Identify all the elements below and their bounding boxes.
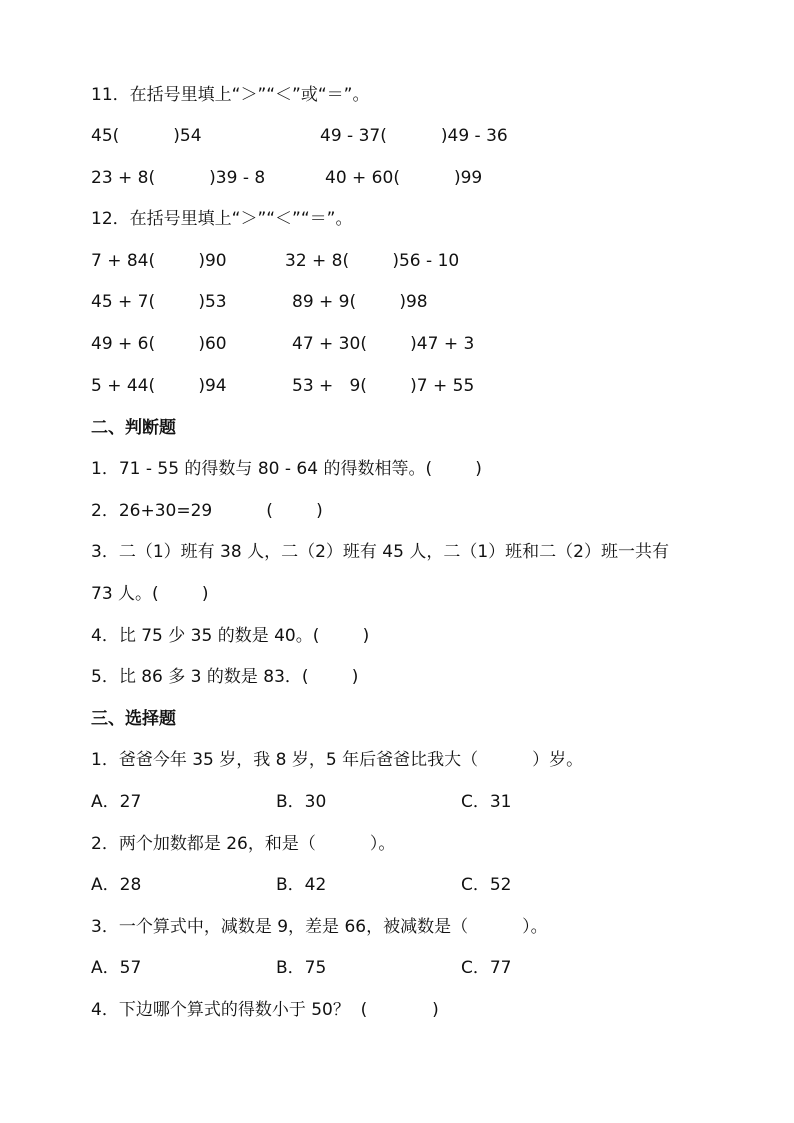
compare-item: 49 + 6( )60 xyxy=(91,334,227,354)
judge-item: 4．比 75 少 35 的数是 40。( ) xyxy=(91,626,370,646)
q12-row-4 xyxy=(91,375,475,397)
option-b: B．30 xyxy=(276,792,327,812)
judge-heading: 二、判断题 xyxy=(91,418,176,438)
option-a: A．27 xyxy=(91,792,142,812)
judge-item: 2．26+30=29 ( ) xyxy=(91,501,323,521)
judge-item: 3．二（1）班有 38 人，二（2）班有 45 人，二（1）班和二（2）班一共有 xyxy=(91,542,669,562)
q12-title: 12．在括号里填上“＞”“＜”“＝”。 xyxy=(91,209,353,229)
choice-stem: 4．下边哪个算式的得数小于 50？ ( ) xyxy=(91,1000,439,1020)
choice-stem: 2．两个加数都是 26，和是（ ）。 xyxy=(91,834,396,854)
judge-item: 73 人。( ) xyxy=(91,584,209,604)
compare-item: 45 + 7( )53 xyxy=(91,292,227,312)
compare-item: 49 - 37( )49 - 36 xyxy=(320,126,508,146)
choice-options xyxy=(91,791,512,813)
compare-item: 45( )54 xyxy=(91,126,202,146)
option-c: C．52 xyxy=(461,875,512,895)
option-b: B．42 xyxy=(276,875,327,895)
q11-row-2 xyxy=(91,167,483,189)
q11-row-1 xyxy=(91,125,508,147)
option-a: A．57 xyxy=(91,958,142,978)
compare-item: 32 + 8( )56 - 10 xyxy=(285,251,460,271)
compare-item: 23 + 8( )39 - 8 xyxy=(91,168,266,188)
compare-item: 7 + 84( )90 xyxy=(91,251,227,271)
option-a: A．28 xyxy=(91,875,142,895)
q11-title: 11．在括号里填上“＞”“＜”或“＝”。 xyxy=(91,85,370,105)
q12-row-1 xyxy=(91,250,460,272)
option-b: B．75 xyxy=(276,958,327,978)
choice-heading: 三、选择题 xyxy=(91,709,176,729)
judge-item: 1．71 - 55 的得数与 80 - 64 的得数相等。( ) xyxy=(91,459,482,479)
judge-item: 5．比 86 多 3 的数是 83．( ) xyxy=(91,667,359,687)
option-c: C．77 xyxy=(461,958,512,978)
q12-row-3 xyxy=(91,333,475,355)
compare-item: 40 + 60( )99 xyxy=(325,168,483,188)
compare-item: 89 + 9( )98 xyxy=(292,292,428,312)
choice-stem: 3．一个算式中，减数是 9，差是 66，被减数是（ ）。 xyxy=(91,917,548,937)
q12-row-2 xyxy=(91,291,428,313)
compare-item: 5 + 44( )94 xyxy=(91,376,227,396)
choice-options xyxy=(91,957,512,979)
option-c: C．31 xyxy=(461,792,512,812)
choice-stem: 1．爸爸今年 35 岁，我 8 岁，5 年后爸爸比我大（ ）岁。 xyxy=(91,750,584,770)
compare-item: 53 + 9( )7 + 55 xyxy=(292,376,475,396)
choice-options xyxy=(91,874,512,896)
compare-item: 47 + 30( )47 + 3 xyxy=(292,334,475,354)
